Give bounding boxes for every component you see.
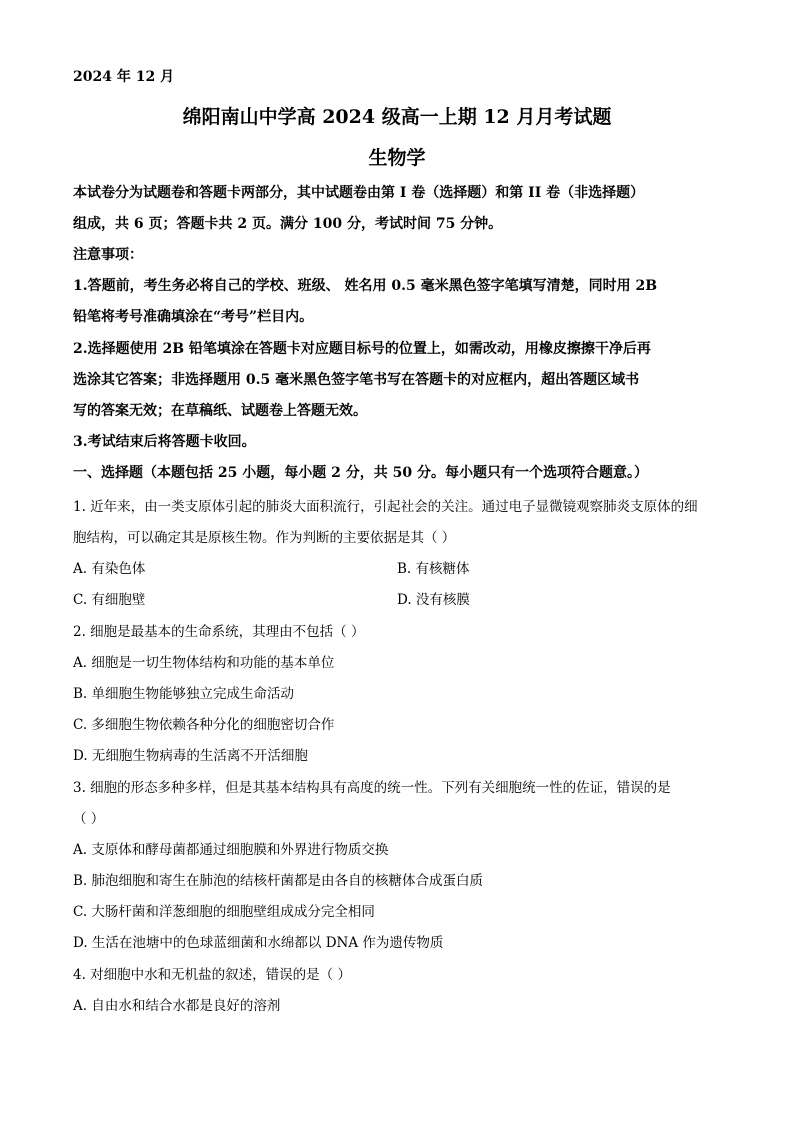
q2-stem: 2. 细胞是最基本的生命系统，其理由不包括（ ） bbox=[73, 624, 365, 640]
exam-date: 2024 年 12 月 bbox=[73, 69, 175, 85]
note-1-line-1: 1.答题前，考生务必将自己的学校、班级、 姓名用 0.5 毫米黑色签字笔填写清楚，同时用 2B bbox=[73, 278, 658, 294]
q3-option-d: D. 生活在池塘中的色球蓝细菌和水绵都以 DNA 作为遗传物质 bbox=[73, 935, 444, 951]
q2-option-b: B. 单细胞生物能够独立完成生命活动 bbox=[73, 686, 295, 702]
intro-line-1: 本试卷分为试题卷和答题卡两部分，其中试题卷由第 I 卷（选择题）和第 II 卷（非选择题） bbox=[73, 185, 645, 201]
q1-option-c: C. 有细胞壁 bbox=[73, 592, 146, 608]
q1-option-d: D. 没有核膜 bbox=[397, 592, 470, 608]
note-2-line-3: 写的答案无效；在草稿纸、试题卷上答题无效。 bbox=[73, 403, 367, 419]
intro-line-2: 组成，共 6 页；答题卡共 2 页。满分 100 分，考试时间 75 分钟。 bbox=[73, 216, 503, 232]
q3-stem-line-1: 3. 细胞的形态多种多样，但是其基本结构具有高度的统一性。下列有关细胞统一性的佐证，错误的是 bbox=[73, 780, 671, 796]
note-1-line-2: 铅笔将考号准确填涂在“考号”栏目内。 bbox=[73, 309, 314, 325]
q2-option-c: C. 多细胞生物依赖各种分化的细胞密切合作 bbox=[73, 717, 335, 733]
q2-option-a: A. 细胞是一切生物体结构和功能的基本单位 bbox=[73, 655, 335, 671]
q1-option-a: A. 有染色体 bbox=[73, 561, 146, 577]
subject-title: 生物学 bbox=[368, 147, 426, 169]
q4-stem: 4. 对细胞中水和无机盐的叙述，错误的是（ ） bbox=[73, 967, 351, 983]
q3-option-b: B. 肺泡细胞和寄生在肺泡的结核杆菌都是由各自的核糖体合成蛋白质 bbox=[73, 873, 484, 889]
q3-stem-line-2: （ ） bbox=[73, 811, 105, 827]
note-3: 3.考试结束后将答题卡收回。 bbox=[73, 434, 256, 450]
q3-option-c: C. 大肠杆菌和洋葱细胞的细胞壁组成成分完全相同 bbox=[73, 904, 375, 920]
q4-option-a: A. 自由水和结合水都是良好的溶剂 bbox=[73, 998, 281, 1014]
note-2-line-1: 2.选择题使用 2B 铅笔填涂在答题卡对应题目标号的位置上，如需改动，用橡皮擦擦干净后再 bbox=[73, 341, 651, 357]
q1-stem-line-2: 胞结构，可以确定其是原核生物。作为判断的主要依据是其（ ） bbox=[73, 530, 456, 546]
exam-title: 绵阳南山中学高 2024 级高一上期 12 月月考试题 bbox=[182, 106, 612, 128]
q1-stem-line-1: 1. 近年来，由一类支原体引起的肺炎大面积流行，引起社会的关注。通过电子显微镜观察肺炎支原体的细 bbox=[73, 499, 698, 515]
note-2-line-2: 选涂其它答案；非选择题用 0.5 毫米黑色签字笔书写在答题卡的对应框内，超出答题区域书 bbox=[73, 372, 640, 388]
notes-heading: 注意事项： bbox=[73, 247, 143, 263]
q1-option-b: B. 有核糖体 bbox=[397, 561, 470, 577]
q2-option-d: D. 无细胞生物病毒的生活离不开活细胞 bbox=[73, 748, 308, 764]
q3-option-a: A. 支原体和酵母菌都通过细胞膜和外界进行物质交换 bbox=[73, 842, 389, 858]
section-1-heading: 一、选择题（本题包括 25 小题，每小题 2 分，共 50 分。每小题只有一个选项符合题意。） bbox=[73, 465, 648, 481]
